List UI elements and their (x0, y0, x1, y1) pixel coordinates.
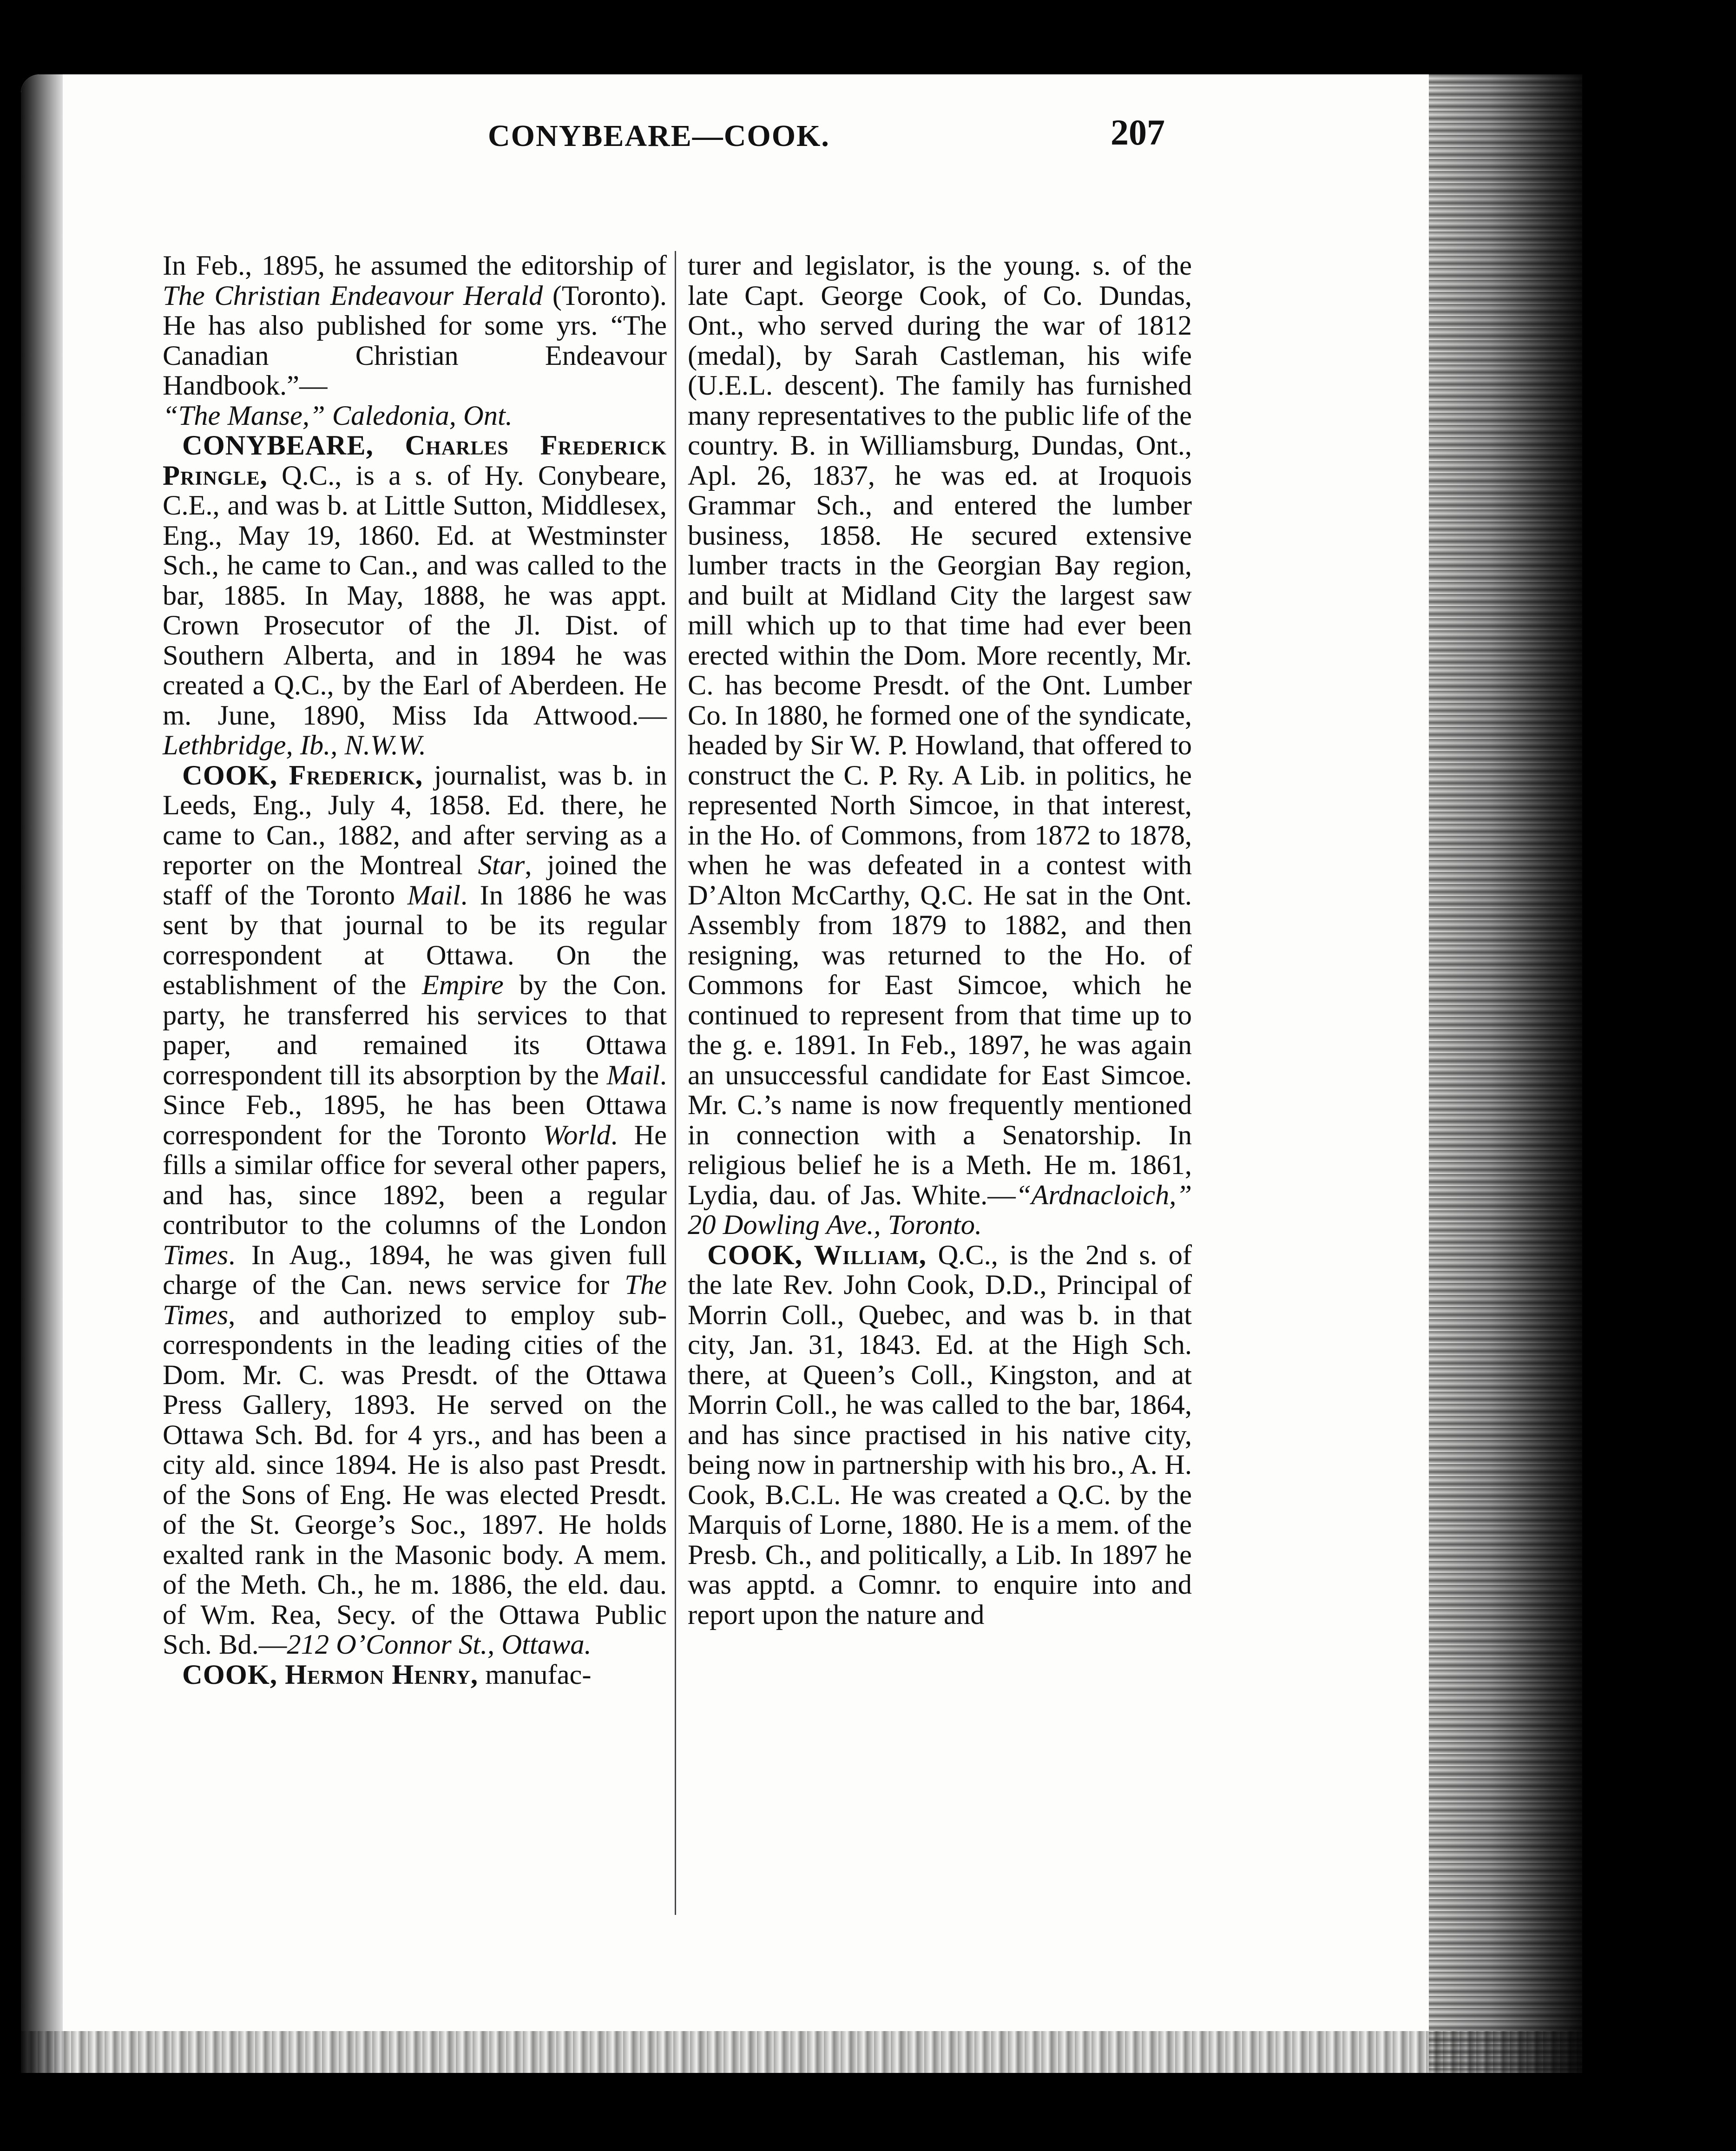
address: “The Manse,” Caledonia, Ont. (163, 400, 513, 431)
address: “Ardnacloich,” 20 Dowling Ave., Toronto. (688, 1179, 1192, 1240)
right-column (688, 251, 1192, 1924)
entry-name: CONYBEARE, Charles Frederick Pringle, (163, 430, 667, 491)
left-column (163, 251, 667, 1924)
entry-cook-frederick: COOK, Frederick, journalist, was b. in Leeds, Eng., July 4, 1858. Ed. there, he came to Can., 1882, and after serving as a reporter on the Montreal Star, joined the staff of the Toronto Mail. In 1886 he was sent by that journal to be its regular correspondent at Ottawa. On the establishment of the Empire by the Con. party, he transferred his services to that paper, and remained its Ottawa correspondent till its absorption by the Mail. Since Feb., 1895, he has been Ottawa correspondent for the Toronto World. He fills a similar office for several other papers, and has, since 1892, been a regular contributor to the columns of the London Times. In Aug., 1894, he was given full charge of the Can. news service for The Times, and authorized to employ sub-correspondents in the leading cities of the Dom. Mr. C. was Presdt. of the Ottawa Press Gallery, 1893. He served on the Ottawa Sch. Bd. for 4 yrs., and has been a city ald. since 1894. He is also past Presdt. of the Sons of Eng. He was elected Presdt. of the St. George’s Soc., 1897. He holds exalted rank in the Masonic body. A mem. of the Meth. Ch., he m. 1886, the eld. dau. of Wm. Rea, Secy. of the Ottawa Public Sch. Bd.—212 O’Connor St., Ottawa. (163, 759, 667, 1660)
running-head: CONYBEARE—COOK. (488, 119, 830, 153)
address: Lethbridge, Ib., N.W.W. (163, 730, 426, 761)
entry-name: COOK, Frederick, (182, 759, 423, 791)
entry-name: COOK, Hermon Henry, (182, 1659, 479, 1690)
entry-conybeare: CONYBEARE, Charles Frederick Pringle, Q.C., is a s. of Hy. Conybeare, C.E., and was b. at Little Sutton, Middlesex, Eng., May 19, 1860. Ed. at Westminster Sch., he came to Can., and was called to the bar, 1885. In May, 1888, he was appt. Crown Prosecutor of the Jl. Dist. of Southern Alberta, and in 1894 he was created a Q.C., by the Earl of Aberdeen. He m. June, 1890, Miss Ida Attwood.—Lethbridge, Ib., N.W.W. (163, 430, 667, 761)
entry-cook-william: COOK, William, Q.C., is the 2nd s. of the late Rev. John Cook, D.D., Principal of Morrin Coll., Quebec, and was b. in that city, Jan. 31, 1843. Ed. at the High Sch. there, at Queen’s Coll., Kingston, and at Morrin Coll., he was called to the bar, 1864, and has since practised in his native city, being now in partnership with his bro., A. H. Cook, B.C.L. He was created a Q.C. by the Marquis of Lorne, 1880. He is a mem. of the Presb. Ch., and politically, a Lib. In 1897 he was apptd. a Comnr. to enquire into and report upon the nature and (688, 1239, 1192, 1630)
entry-cook-hermon: COOK, Hermon Henry, manufac- (182, 1659, 592, 1690)
address: 212 O’Connor St., Ottawa. (287, 1629, 592, 1660)
page-edge-gutter (1429, 74, 1582, 2073)
publication-title: The Christian Endeavour Herald (163, 280, 543, 311)
binding-shadow (21, 74, 63, 2073)
entry-name: COOK, William, (707, 1239, 927, 1271)
page-bottom-edge (21, 2031, 1582, 2073)
column-divider (675, 251, 676, 1915)
page-number: 207 (1111, 112, 1165, 152)
continued-paragraph: In Feb., 1895, he assumed the editorship of The Christian Endeavour Herald (Toronto). He has also published for some yrs. “The Canadian Christian Endeavour Handbook.”— “The Manse,” Caledonia, Ont. (163, 250, 667, 431)
continued-paragraph: turer and legislator, is the young. s. of the late Capt. George Cook, of Co. Dundas, Ont., who served during the war of 1812 (medal), by Sarah Castleman, his wife (U.E.L. descent). The family has furnished many representatives to the public life of the country. B. in Williamsburg, Dundas, Ont., Apl. 26, 1837, he was ed. at Iroquois Grammar Sch., and entered the lumber business, 1858. He secured extensive lumber tracts in the Georgian Bay region, and built at Midland City the largest saw mill which up to that time had ever been erected within the Dom. More recently, Mr. C. has become Presdt. of the Ont. Lumber Co. In 1880, he formed one of the syndicate, headed by Sir W. P. Howland, that offered to construct the C. P. Ry. A Lib. in politics, he represented North Simcoe, in that interest, in the Ho. of Commons, from 1872 to 1878, when he was defeated in a contest with D’Alton McCarthy, Q.C. He sat in the Ont. Assembly from 1879 to 1882, and then resigning, was returned to the Ho. of Commons for East Simcoe, which he continued to represent from that time up to the g. e. 1891. In Feb., 1897, he was again an unsuccessful candidate for East Simcoe. Mr. C.’s name is now frequently mentioned in connection with a Senatorship. In religious belief he is a Meth. He m. 1861, Lydia, dau. of Jas. White.—“Ardnacloich,” 20 Dowling Ave., Toronto. (688, 250, 1192, 1240)
